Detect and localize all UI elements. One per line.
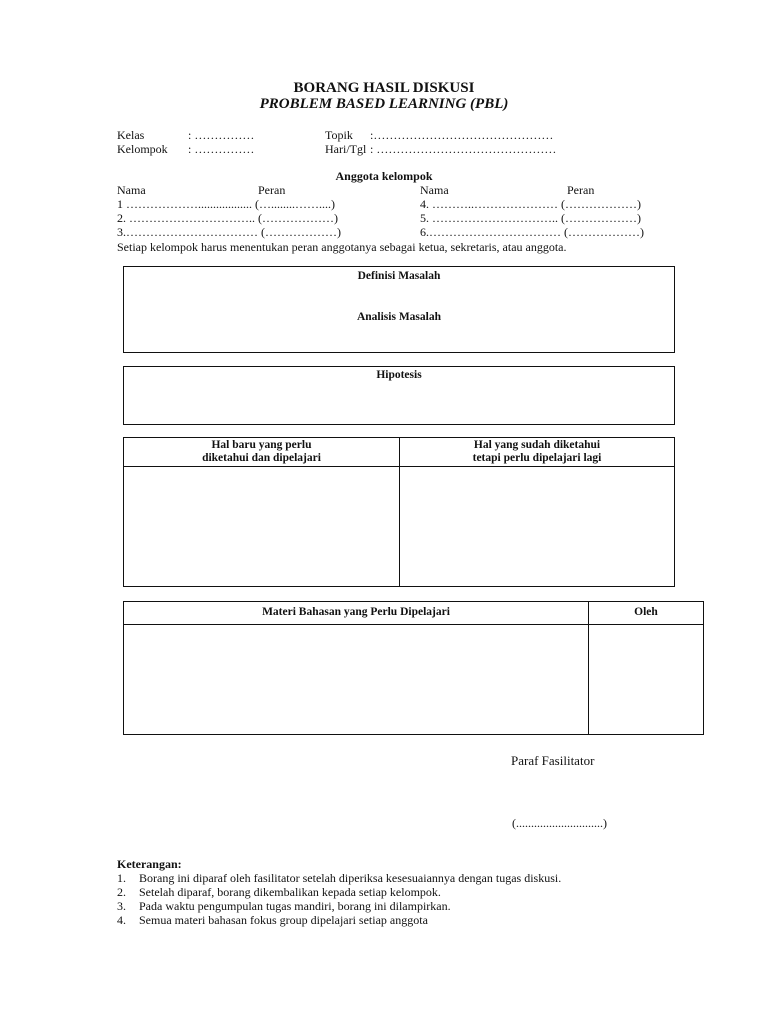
list-item: Setelah diparaf, borang dikembalikan kepada setiap kelompok. [139, 885, 441, 899]
form-subtitle: PROBLEM BASED LEARNING (PBL) [259, 96, 509, 112]
member-row[interactable]: 4. ………..………………… (………………) [420, 197, 641, 211]
member-row[interactable]: 6.…………………………… (………………) [420, 225, 644, 239]
materi-cell[interactable] [126, 627, 585, 731]
kelompok-label: Kelompok [117, 142, 168, 156]
members-note: Setiap kelompok harus menentukan peran anggotanya sebagai ketua, sekretaris, atau anggota. [117, 240, 567, 254]
header-divider [124, 624, 703, 625]
topik-label: Topik [325, 128, 353, 142]
hal-baru-cell[interactable] [126, 469, 396, 583]
list-item-number: 2. [117, 885, 126, 899]
list-item-number: 4. [117, 913, 126, 927]
definisi-label: Definisi Masalah [357, 270, 441, 282]
oleh-cell[interactable] [591, 627, 700, 731]
header-divider [124, 466, 674, 467]
list-item-number: 3. [117, 899, 126, 913]
list-item-number: 1. [117, 871, 126, 885]
col-peran-right: Peran [567, 183, 595, 197]
member-row[interactable]: 1 ……………….................. (…........……....) [117, 197, 335, 211]
kelompok-field[interactable]: : …………… [188, 142, 255, 156]
col-nama-left: Nama [117, 183, 146, 197]
analisis-label: Analisis Masalah [356, 311, 442, 323]
kelas-label: Kelas [117, 128, 145, 142]
keterangan-heading: Keterangan: [117, 857, 182, 871]
hari-label: Hari/Tgl [325, 142, 367, 156]
member-row[interactable]: 2. ………………………….. (………………) [117, 211, 338, 225]
materi-table [123, 601, 704, 735]
member-row[interactable]: 5. ………………………….. (………………) [420, 211, 641, 225]
list-item: Pada waktu pengumpulan tugas mandiri, borang ini dilampirkan. [139, 899, 451, 913]
col-peran-left: Peran [258, 183, 286, 197]
list-item: Borang ini diparaf oleh fasilitator setelah diperiksa kesesuaiannya dengan tugas diskusi. [139, 871, 562, 885]
hal-sudah-cell[interactable] [403, 469, 671, 583]
paraf-signature-line[interactable]: (.............................) [512, 816, 607, 830]
oleh-header: Oleh [634, 606, 658, 618]
hal-sudah-header-line2: tetapi perlu dipelajari lagi [472, 452, 602, 464]
member-row[interactable]: 3.…………………………… (………………) [117, 225, 341, 239]
hal-baru-header-line1: Hal baru yang perlu [211, 439, 312, 451]
hal-baru-header-line2: diketahui dan dipelajari [202, 452, 321, 464]
column-divider [588, 602, 589, 734]
members-heading: Anggota kelompok [335, 169, 433, 183]
hipotesis-box[interactable] [123, 366, 675, 425]
topik-field[interactable]: :……………………………………… [370, 128, 554, 142]
paraf-label: Paraf Fasilitator [511, 753, 595, 768]
list-item: Semua materi bahasan fokus group dipelajari setiap anggota [139, 913, 428, 927]
hal-sudah-header-line1: Hal yang sudah diketahui [473, 439, 601, 451]
hipotesis-label: Hipotesis [376, 369, 422, 381]
kelas-field[interactable]: : …………… [188, 128, 255, 142]
hari-field[interactable]: : ……………………………………… [370, 142, 557, 156]
definisi-analisis-box[interactable] [123, 266, 675, 353]
materi-header: Materi Bahasan yang Perlu Dipelajari [262, 606, 450, 618]
learning-needs-table [123, 437, 675, 587]
col-nama-right: Nama [420, 183, 449, 197]
form-title: BORANG HASIL DISKUSI [293, 80, 475, 96]
